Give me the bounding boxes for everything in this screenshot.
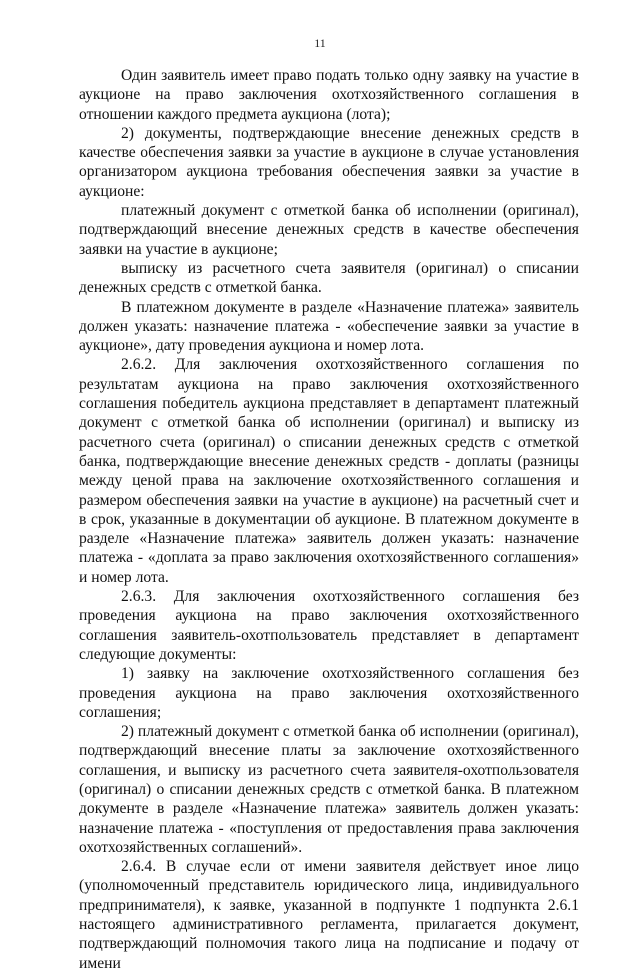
document-body — [79, 66, 579, 973]
paragraph-2-6-3-item-2: 2) платежный документ с отметкой банка об исполнении (оригинал), подтверждающий внесение платы за заключение охотхозяйственного соглашения, и выписку из расчетного счета заявителя-охотпользователя (оригинал) о списании денежных средств с отметкой банка. В платежном документе в разделе «Назначение платежа» заявитель должен указать: назначение платежа - «поступления от предоставления права заключения охотхозяйственных соглашений». — [79, 723, 579, 856]
paragraph-one-application-rule: Один заявитель имеет право подать только одну заявку на участие в аукционе на право заключения охотхозяйственного соглашения в отношении каждого предмета аукциона (лота); — [79, 67, 579, 123]
paragraph-payment-document: платежный документ с отметкой банка об исполнении (оригинал), подтверждающий внесение денежных средств в качестве обеспечения заявки на участие в аукционе; — [79, 202, 579, 258]
paragraph-2-6-2: 2.6.2. Для заключения охотхозяйственного соглашения по результатам аукциона на право заключения охотхозяйственного соглашения победитель аукциона представляет в департамент платежный документ с отметкой банка об исполнении (оригинал) и выписку из расчетного счета (оригинал) о списании денежных средств с отметкой банка, подтверждающие внесение денежных средств - доплаты (разницы между ценой права на заключение охотхозяйственного соглашения и размером обеспечения заявки на участие в аукционе) на расчетный счет и в срок, указанные в документации об аукционе. В платежном документе в разделе «Назначение платежа» заявитель должен указать: назначение платежа - «доплата за право заключения охотхозяйственного соглашения» и номер лота. — [79, 356, 579, 586]
paragraph-payment-purpose: В платежном документе в разделе «Назначение платежа» заявитель должен указать: назначение платежа - «обеспечение заявки за участие в аукционе», дату проведения аукциона и номер лота. — [79, 298, 579, 355]
paragraph-2-6-3-item-1: 1) заявку на заключение охотхозяйственного соглашения без проведения аукциона на право заключения охотхозяйственного соглашения; — [79, 665, 579, 721]
paragraph-deposit-documents: 2) документы, подтверждающие внесение денежных средств в качестве обеспечения заявки за участие в аукционе в случае установления организатором аукциона требования обеспечения заявки за участие в аукционе: — [79, 124, 579, 200]
paragraph-account-statement: выписку из расчетного счета заявителя (оригинал) о списании денежных средств с отметкой банка. — [79, 259, 579, 297]
paragraph-2-6-3: 2.6.3. Для заключения охотхозяйственного соглашения без проведения аукциона на право заключения охотхозяйственного соглашения заявитель-охотпользователь представляет в департамент следующие документы: — [79, 588, 579, 663]
page-number: 11 — [314, 36, 326, 50]
paragraph-2-6-4: 2.6.4. В случае если от имени заявителя действует иное лицо (уполномоченный представитель юридического лица, индивидуального предпринимателя), к заявке, указанной в подпункте 1 подпункта 2.6.1 настоящего административного регламента, прилагается документ, подтверждающий полномочия такого лица на подписание и подачу от имени — [79, 858, 579, 972]
